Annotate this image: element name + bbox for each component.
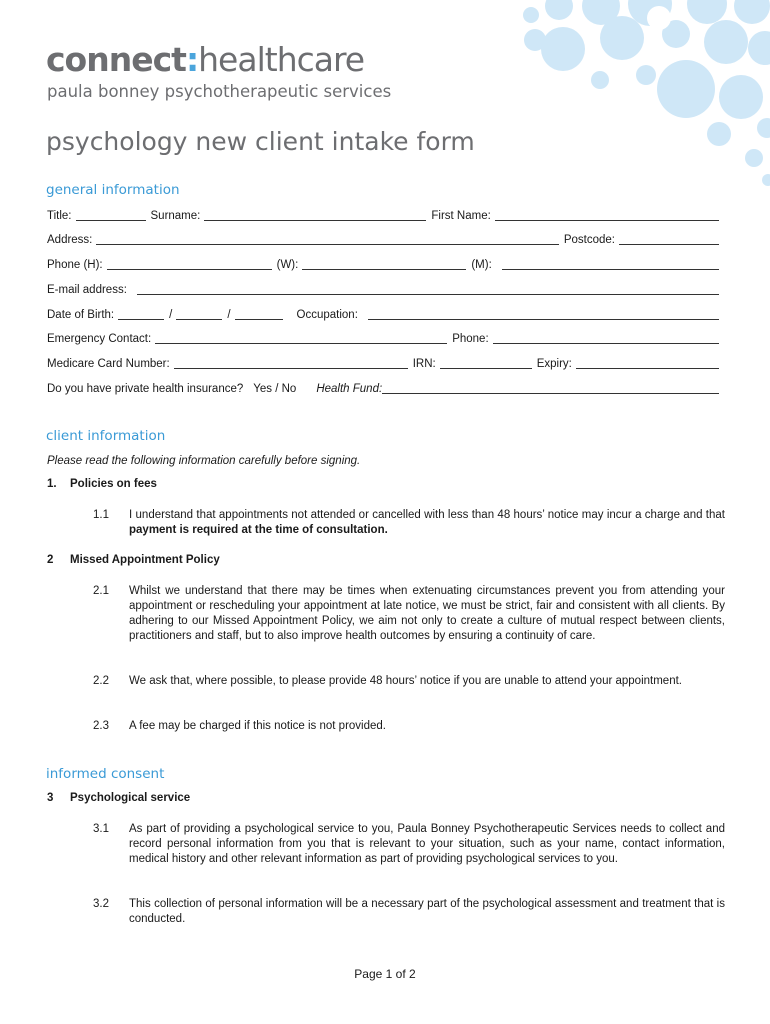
email-field[interactable]	[137, 284, 719, 295]
phone-mobile-label: (M):	[471, 259, 492, 271]
clause-number: 3.2	[93, 898, 109, 910]
occupation-field[interactable]	[368, 309, 719, 320]
brand-subtitle: paula bonney psychotherapeutic services	[47, 82, 392, 101]
clause-number: 2.3	[93, 720, 109, 732]
medicare-label: Medicare Card Number:	[47, 358, 170, 370]
emergency-phone-field[interactable]	[493, 333, 719, 344]
clause-number: 2.2	[93, 675, 109, 687]
form-title: psychology new client intake form	[46, 127, 475, 156]
section-heading-consent: informed consent	[46, 766, 165, 782]
section-number: 1.	[47, 478, 57, 490]
logo-separator: :	[185, 40, 199, 79]
clause-text: As part of providing a psychological service to you, Paula Bonney Psychotherapeutic Services needs to collect and record personal information from you that is relevant to your situation, such as your name, contact information, medical history and other relevant information as part of providing psychological services to you.	[129, 823, 725, 865]
clause-2-2	[93, 674, 725, 689]
clause-number: 2.1	[93, 585, 109, 597]
postcode-field[interactable]	[619, 234, 719, 245]
section-number: 2	[47, 554, 54, 566]
section-1-heading	[47, 478, 157, 490]
phone-work-label: (W):	[276, 259, 299, 271]
form-row-dob	[47, 305, 719, 321]
clause-text: A fee may be charged if this notice is not provided.	[129, 720, 386, 732]
form-row-name	[47, 206, 719, 222]
clause-3-2	[93, 897, 725, 927]
first-name-field[interactable]	[495, 210, 719, 221]
dob-month-field[interactable]	[176, 309, 222, 320]
dob-slash: /	[169, 309, 173, 321]
medicare-field[interactable]	[174, 358, 408, 369]
emergency-contact-label: Emergency Contact:	[47, 333, 152, 345]
section-title: Policies on fees	[70, 478, 157, 490]
title-label: Title:	[47, 210, 72, 222]
clause-2-3	[93, 719, 725, 734]
phone-work-field[interactable]	[302, 259, 466, 270]
irn-label: IRN:	[412, 358, 436, 370]
clause-bold-text: payment is required at the time of consultation.	[129, 524, 388, 536]
insurance-yes-no[interactable]: Yes / No	[253, 383, 297, 395]
brand-logo	[46, 40, 364, 80]
section-heading-client: client information	[46, 428, 166, 444]
section-number: 3	[47, 792, 54, 804]
expiry-label: Expiry:	[536, 358, 572, 370]
form-row-insurance	[47, 379, 719, 395]
section-title: Psychological service	[70, 792, 191, 804]
dob-year-field[interactable]	[235, 309, 283, 320]
address-field[interactable]	[96, 234, 558, 245]
clause-1-1	[93, 508, 725, 538]
section-2-heading	[47, 554, 220, 566]
surname-field[interactable]	[204, 210, 426, 221]
clause-text: I understand that appointments not attended or cancelled with less than 48 hours’ notice may incur a charge and that	[129, 509, 725, 521]
form-row-address	[47, 230, 719, 246]
expiry-field[interactable]	[576, 358, 719, 369]
section-3-heading	[47, 792, 190, 804]
form-row-phones	[47, 255, 719, 271]
postcode-label: Postcode:	[563, 234, 615, 246]
phone-home-field[interactable]	[107, 259, 272, 270]
client-intro: Please read the following information carefully before signing.	[47, 455, 361, 467]
dob-day-field[interactable]	[118, 309, 164, 320]
emergency-phone-label: Phone:	[452, 333, 489, 345]
clause-number: 1.1	[93, 509, 109, 521]
form-row-medicare	[47, 354, 719, 370]
section-title: Missed Appointment Policy	[70, 554, 220, 566]
section-heading-general: general information	[46, 182, 180, 198]
clause-3-1	[93, 822, 725, 867]
health-fund-field[interactable]	[382, 383, 719, 394]
form-row-email	[47, 280, 719, 296]
surname-label: Surname:	[150, 210, 201, 222]
emergency-contact-field[interactable]	[155, 333, 447, 344]
form-row-emergency	[47, 329, 719, 345]
occupation-label: Occupation:	[296, 309, 358, 321]
logo-bold-text: connect	[46, 40, 186, 79]
address-label: Address:	[47, 234, 93, 246]
dob-slash: /	[227, 309, 231, 321]
phone-home-label: Phone (H):	[47, 259, 103, 271]
health-fund-label: Health Fund:	[316, 383, 383, 395]
logo-light-text: healthcare	[198, 40, 365, 79]
clause-number: 3.1	[93, 823, 109, 835]
email-label: E-mail address:	[47, 284, 127, 296]
clause-text: This collection of personal information will be a necessary part of the psychological assessment and treatment that is conducted.	[129, 898, 725, 925]
phone-mobile-field[interactable]	[502, 259, 719, 270]
irn-field[interactable]	[440, 358, 532, 369]
title-field[interactable]	[76, 210, 146, 221]
dob-label: Date of Birth:	[47, 309, 115, 321]
page-number: Page 1 of 2	[354, 967, 416, 981]
clause-text: Whilst we understand that there may be times when extenuating circumstances prevent you from attending your appointment or rescheduling your appointment at late notice, we must be strict, fair and consistent with all clients. By adhering to our Missed Appointment Policy, we aim not only to create a culture of mutual respect between clients, practitioners and staff, but to also improve health outcomes by ensuring a continuity of care.	[129, 585, 725, 642]
first-name-label: First Name:	[431, 210, 491, 222]
clause-text: We ask that, where possible, to please provide 48 hours’ notice if you are unable to attend your appointment.	[129, 675, 682, 687]
insurance-question: Do you have private health insurance?	[47, 383, 244, 395]
clause-2-1	[93, 584, 725, 644]
